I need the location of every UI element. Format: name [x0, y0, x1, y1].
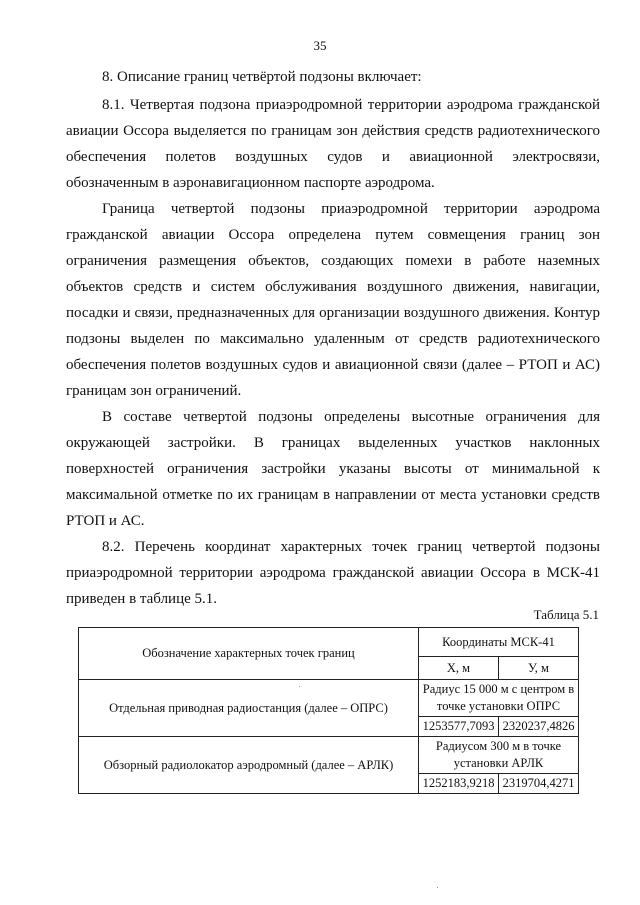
scan-speck	[299, 686, 300, 687]
scan-speck	[437, 887, 438, 888]
page-number: 35	[313, 38, 327, 53]
row-description: Радиусом 300 м в точке установки АРЛК	[419, 737, 579, 774]
header-coords-group: Координаты МСК-41	[419, 628, 579, 657]
row-x-value: 1253577,7093	[419, 717, 499, 737]
row-y-value: 2319704,4271	[499, 774, 579, 794]
paragraph-boundary: Граница четвертой подзоны приаэродромной территории аэродрома гражданской авиации Оссора определена путем совмещения границ зон ограничения размещения объектов, создающих помехи в работе наземных объектов средств и систем обслуживания воздушного движения, навигации, посадки и связи, предназначенных для организации воздушного движения. Контур подзоны выделен по максимально удаленным от средств радиотехнического обеспечения полетов воздушных судов и авиационной связи (далее – РТОП и АС) границам зон ограничений.	[66, 201, 600, 399]
table-row	[79, 737, 579, 774]
header-point-name: Обозначение характерных точек границ	[79, 628, 419, 680]
header-y: У, м	[499, 657, 579, 680]
table-row	[79, 680, 579, 717]
paragraph-8-2: 8.2. Перечень координат характерных точек границ четвертой подзоны приаэродромной территории аэродрома гражданской авиации Оссора в МСК-41 приведен в таблице 5.1.	[66, 539, 600, 607]
row-point-name: Отдельная приводная радиостанция (далее – ОПРС)	[79, 680, 419, 737]
row-point-name: Обзорный радиолокатор аэродромный (далее – АРЛК)	[79, 737, 419, 794]
coordinates-table	[78, 627, 579, 794]
row-x-value: 1252183,9218	[419, 774, 499, 794]
section-heading: 8. Описание границ четвёртой подзоны включает:	[102, 69, 422, 85]
paragraph-height-limits: В составе четвертой подзоны определены высотные ограничения для окружающей застройки. В границах выделенных участков наклонных поверхностей ограничения застройки указаны высоты от минимальной к максимальной отметке по их границам в направлении от места установки средств РТОП и АС.	[66, 409, 600, 529]
table-header-row	[79, 628, 579, 657]
paragraph-8-1: 8.1. Четвертая подзона приаэродромной территории аэродрома гражданской авиации Оссора выделяется по границам зон действия средств радиотехнического обеспечения полетов воздушных судов и авиационной электросвязи, обозначенным в аэронавигационном паспорте аэродрома.	[66, 97, 600, 191]
row-y-value: 2320237,4826	[499, 717, 579, 737]
row-description: Радиус 15 000 м с центром в точке установки ОПРС	[419, 680, 579, 717]
table-caption: Таблица 5.1	[533, 607, 599, 622]
header-x: Х, м	[419, 657, 499, 680]
